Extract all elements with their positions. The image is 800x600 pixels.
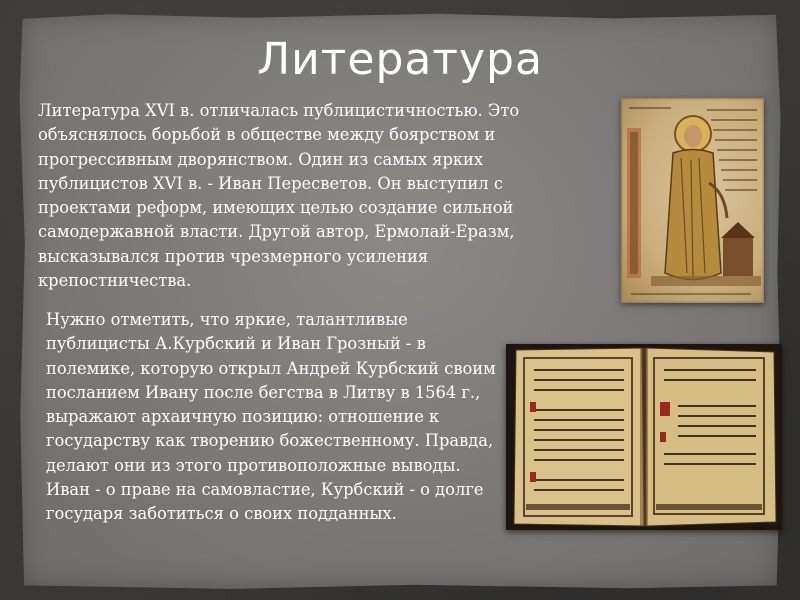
manuscript-illustration-image [621,98,764,303]
book-drawing [506,344,782,530]
paragraph-publicism: Литература XVI в. отличалась публицистичностью. Это объяснялось борьбой в обществе между боярством и прогрессивным дворянством. Один из самых ярких публицистов XVI в. - Иван Пересветов. Он выступил с проектами реформ, имеющих целью создание сильной самодержавной власти. Другой автор, Ермолай-Еразм, высказывался против чрезмерного усиления крепостничества. [38,101,520,291]
slide-title: Литература [257,34,543,85]
manuscript-drawing [621,98,764,303]
old-book-image [506,344,782,530]
paragraph-kurbsky-grozny: Нужно отметить, что яркие, талантливые публицисты А.Курбский и Иван Грозный - в полемике, которую открыл Андрей Курбский своим посланием Ивану после бегства в Литву в 1564 г., выражают архаичную позицию: отношение к государству как творению божественному. Правда, делают они из этого противоположные выводы. Иван - о праве на самовластие, Курбский - о долге государя заботиться о своих подданных. [46,310,496,524]
